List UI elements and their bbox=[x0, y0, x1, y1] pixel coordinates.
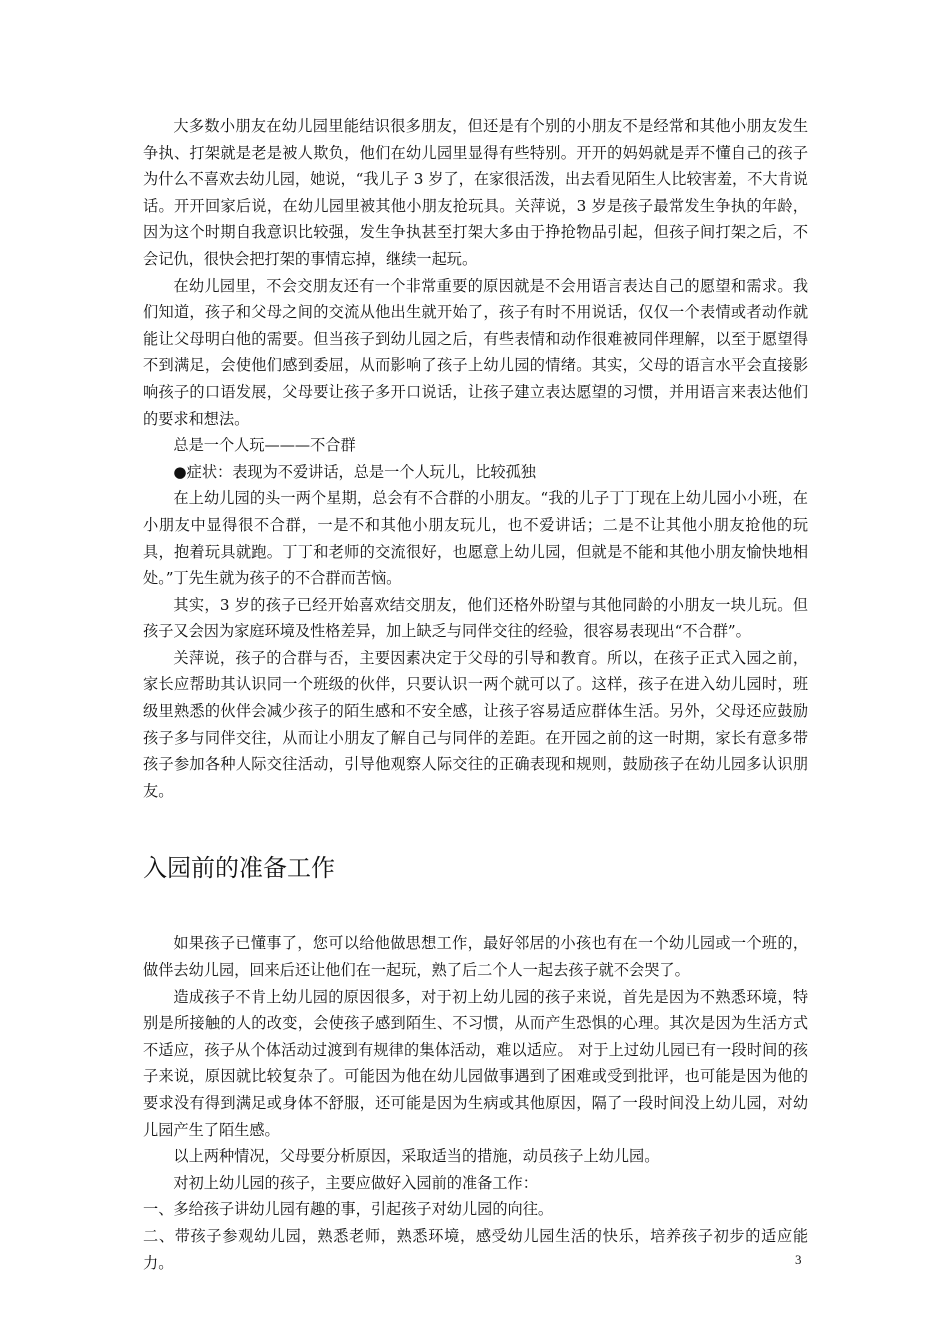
page-number: 3 bbox=[795, 1252, 802, 1267]
list-item: 二、带孩子参观幼儿园，熟悉老师，熟悉环境，感受幼儿园生活的快乐，培养孩子初步的适应能力。 bbox=[143, 1226, 808, 1272]
paragraph: 在上幼儿园的头一两个星期，总会有不合群的小朋友。“我的儿子丁丁现在上幼儿园小小班，在小朋友中显得很不合群，一是不和其他小朋友玩儿，也不爱讲话；二是不让其他小朋友抢他的玩具，抱着玩具就跑。丁丁和老师的交流很好，也愿意上幼儿园，但就是不能和其他小朋友愉快地相处。”丁先生就为孩子的不合群而苦恼。 bbox=[143, 489, 808, 588]
page-body bbox=[143, 113, 808, 1276]
paragraph: 大多数小朋友在幼儿园里能结识很多朋友，但还是有个别的小朋友不是经常和其他小朋友发生争执、打架就是老是被人欺负，他们在幼儿园里显得有些特别。开开的妈妈就是弄不懂自己的孩子为什么不喜欢去幼儿园，她说，“我儿子 3 岁了，在家很活泼，出去看见陌生人比较害羞，不大肯说话。开开回家后说，在幼儿园里被其他小朋友抢玩具。关萍说，3 岁是孩子最常发生争执的年龄，因为这个时期自我意识比较强，发生争执甚至打架大多由于挣抢物品引起，但孩子间打架之后，不会记仇，很快会把打架的事情忘掉，继续一起玩。 bbox=[143, 117, 808, 268]
paragraph: 以上两种情况，父母要分析原因，采取适当的措施，动员孩子上幼儿园。 bbox=[173, 1147, 660, 1166]
paragraph: 在幼儿园里，不会交朋友还有一个非常重要的原因就是不会用语言表达自己的愿望和需求。我们知道，孩子和父母之间的交流从他出生就开始了，孩子有时不用说话，仅仅一个表情或者动作就能让父母明白他的需要。但当孩子到幼儿园之后，有些表情和动作很难被同伴理解，以至于愿望得不到满足，会使他们感到委屈，从而影响了孩子上幼儿园的情绪。其实，父母的语言水平会直接影响孩子的口语发展，父母要让孩子多开口说话，让孩子建立表达愿望的习惯，并用语言来表达他们的要求和想法。 bbox=[143, 276, 808, 428]
paragraph: 对初上幼儿园的孩子，主要应做好入园前的准备工作： bbox=[173, 1173, 538, 1192]
symptom-line: ●症状：表现为不爱讲话，总是一个人玩儿，比较孤独 bbox=[173, 462, 536, 481]
paragraph: 关萍说，孩子的合群与否，主要因素决定于父母的引导和教育。所以，在孩子正式入园之前，家长应帮助其认识同一个班级的伙伴，只要认识一两个就可以了。这样，孩子在进入幼儿园时，班级里熟悉的伙伴会减少孩子的陌生感和不安全感，让孩子容易适应群体生活。另外，父母还应鼓励孩子多与同伴交往，从而让小朋友了解自己与同伴的差距。在开园之前的这一时期，家长有意多带孩子参加各种人际交往活动，引导他观察人际交往的正确表现和规则，鼓励孩子在幼儿园多认识朋友。 bbox=[143, 648, 808, 800]
paragraph: 如果孩子已懂事了，您可以给他做思想工作，最好邻居的小孩也有在一个幼儿园或一个班的，做伴去幼儿园，回来后还让他们在一起玩，熟了后二个人一起去孩子就不会哭了。 bbox=[143, 934, 808, 980]
section-heading: 入园前的准备工作 bbox=[143, 854, 335, 883]
paragraph: 造成孩子不肯上幼儿园的原因很多，对于初上幼儿园的孩子来说，首先是因为不熟悉环境，特别是所接触的人的改变，会使孩子感到陌生、不习惯，从而产生恐惧的心理。其次是因为生活方式不适应，孩子从个体活动过渡到有规律的集体活动，难以适应。 对于上过幼儿园已有一段时间的孩子来说，原因就比较复杂了。可能因为他在幼儿园做事遇到了困难或受到批评，也可能是因为他的要求没有得到满足或身体不舒服，还可能是因为生病或其他原因，隔了一段时间没上幼儿园，对幼儿园产生了陌生感。 bbox=[143, 987, 808, 1139]
subheading-line: 总是一个人玩———不合群 bbox=[173, 436, 356, 455]
paragraph: 其实，3 岁的孩子已经开始喜欢结交朋友，他们还格外盼望与其他同龄的小朋友一块儿玩。但孩子又会因为家庭环境及性格差异，加上缺乏与同伴交往的经验，很容易表现出“不合群”。 bbox=[143, 595, 808, 641]
list-item: 一、多给孩子讲幼儿园有趣的事，引起孩子对幼儿园的向往。 bbox=[143, 1200, 554, 1219]
